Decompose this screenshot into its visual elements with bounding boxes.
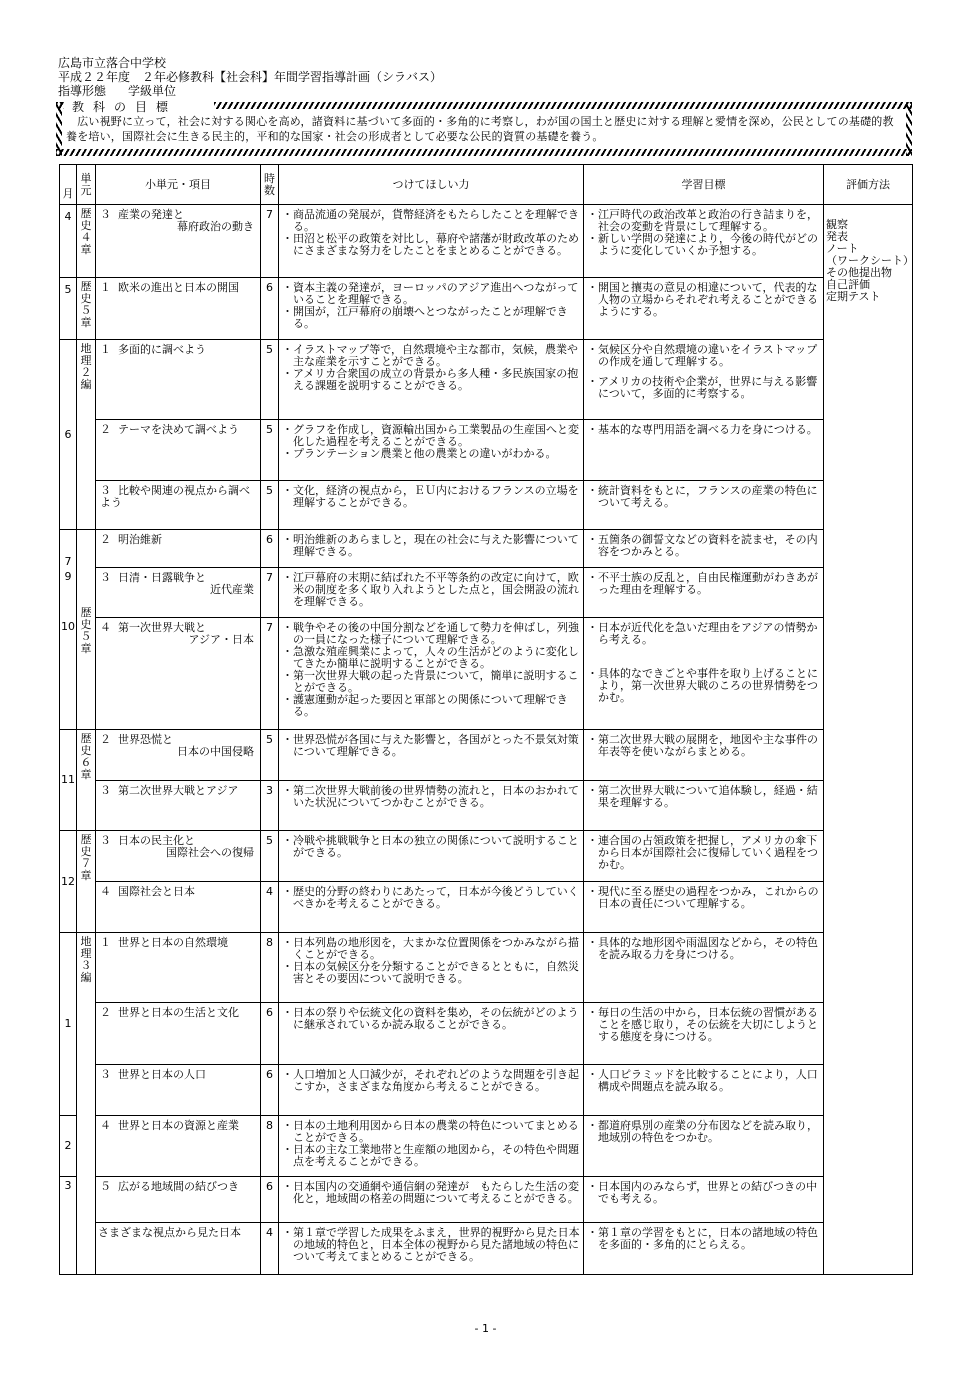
goals-cell: ・日本国内のみならず，世界との結びつきの中でも考える。 [584,1177,824,1223]
subunit-cell: ３ 世界と日本の人口 [96,1065,261,1116]
table-row [60,1223,913,1275]
table-row [60,831,913,882]
table-row [60,530,913,568]
subunit-cell: ３ 産業の発達と 幕府政治の動き [96,205,261,278]
skills-cell: ・明治維新のあらましと，現在の社会に与えた影響について理解できる。 [279,530,584,568]
skills-cell: ・日本の土地利用図から日本の農業の特色についてまとめることができる。 ・日本の主な工業地帯と生産額の地図から，その特色や問題点を考えることができる。 [279,1116,584,1177]
unit-cell: 歴史 ５章 [77,530,96,730]
month-cell: 7 [60,530,77,568]
subunit-cell: ２ 明治維新 [96,530,261,568]
table-row [60,1177,913,1223]
goals-cell: ・現代に至る歴史の過程をつかみ，これからの日本の責任について理解する。 [584,882,824,933]
unit-cell: 歴史７章 [77,831,96,933]
header-skills: つけてほしい力 [279,165,584,205]
hours-cell: 5 [261,420,279,481]
plan-title: 平成２２年度 ２年必修教科【社会科】年間学習指導計画（シラバス） [58,70,443,84]
subunit-cell: ２ 世界恐慌と 日本の中国侵略 [96,730,261,781]
unit-cell: 歴史４章 [77,205,96,278]
month-cell: 2 [60,1116,77,1177]
goals-cell: ・五箇条の御誓文などの資料を読ませ，その内容をつかみとる。 [584,530,824,568]
subunit-cell: ３ 第二次世界大戦とアジア [96,781,261,831]
hours-cell: 6 [261,278,279,340]
evaluation-cell: 観察 発表 ノート （ワークシート） その他提出物 自己評価 定期テスト [824,205,913,1275]
teaching-form-label: 指導形態 [58,84,107,98]
goals-cell: ・第二次世界大戦の展開を，地図や主な事件の年表等を使いながらまとめる。 [584,730,824,781]
skills-cell: ・日本列島の地形図を，大まかな位置関係をつかみながら描くことができる。 ・日本の気候区分を分類することができるとともに，自然災害とその要因について説明できる。 [279,933,584,1003]
goals-cell: ・連合国の占領政策を把握し，アメリカの傘下から日本が国際社会に復帰していく過程をつかむ。 [584,831,824,882]
skills-cell: ・日本の祭りや伝統文化の資料を集め，その伝統がどのように継承されているか読み取ることができる。 [279,1003,584,1065]
month-cell: 6 [60,340,77,530]
subunit-cell: ２ テーマを決めて調べよう [96,420,261,481]
goals-cell: ・毎日の生活の中から，日本伝統の習慣があることを感じ取り，その伝統を大切にしようとする態度を身につける。 [584,1003,824,1065]
unit-cell: 地理３編 [77,933,96,1275]
hours-cell: 5 [261,730,279,781]
month-cell: 4 [60,205,77,278]
skills-cell: ・グラフを作成し，資源輸出国から工業製品の生産国へと変化した過程を考えることができる。 ・プランテーション農業と他の農業との違いがわかる。 [279,420,584,481]
goals-cell: ・日本が近代化を急いだ理由をアジアの情勢から考える。 ・具体的なできごとや事件を取り上げることにより，第一次世界大戦のころの世界情勢をつかむ。 [584,618,824,730]
header-month: 月 [60,165,77,205]
skills-cell: ・商品流通の発展が，貨幣経済をもたらしたことを理解できる。 ・田沼と松平の政策を対比し，幕府や諸藩が財政改革のためにさまざまな努力をしたことをまとめることができる。 [279,205,584,278]
skills-cell: ・人口増加と人口減少が，それぞれどのような問題を引き起こすか，さまざまな角度から考えることができる。 [279,1065,584,1116]
teaching-form [58,84,176,98]
skills-cell: ・第二次世界大戦前後の世界情勢の流れと，日本のおかれていた状況についてつかむことができる。 [279,781,584,831]
hours-cell: 6 [261,1177,279,1223]
goals-cell: ・江戸時代の政治改革と政治の行き詰まりを，社会の変動を背景にして理解する。 ・新しい学問の発達により，今後の時代がどのように変化していくか予想する。 [584,205,824,278]
goals-cell: ・開国と攘夷の意見の相違について，代表的な人物の立場からそれぞれ考えることができるようにする。 [584,278,824,340]
month-cell: 5 [60,278,77,340]
header-goals: 学習目標 [584,165,824,205]
subject-goal-text: 広い視野に立って，社会に対する関心を高め，諸資料に基づいて多面的・多角的に考察し，わが国の国土と歴史に対する理解と愛情を深め，公民としての基礎的教養を培い，国際社会に生きる民主的，平和的な国家・社会の形成者として必要な公民的資質の基礎を養う。 [66,115,894,143]
skills-cell: ・江戸幕府の末期に結ばれた不平等条約の改定に向けて，欧米の制度を多く取り入れようとした点と，国会開設の流れを理解できる。 [279,568,584,618]
subunit-cell: １ 欧米の進出と日本の開国 [96,278,261,340]
header-hours: 時数 [261,165,279,205]
page-number: - 1 - [474,1322,497,1335]
hours-cell: 4 [261,882,279,933]
header-subunit: 小単元・項目 [96,165,261,205]
unit-cell: 歴史６章 [77,730,96,831]
goals-cell: ・第二次世界大戦について追体験し，経過・結果を理解する。 [584,781,824,831]
skills-cell: ・資本主義の発達が，ヨーロッパのアジア進出へつながっていることを理解できる。 ・開国が，江戸幕府の崩壊へとつながったことが理解できる。 [279,278,584,340]
table-header-row [60,165,913,205]
subunit-cell: さまざまな視点から見た日本 [96,1223,261,1275]
hours-cell: 4 [261,1223,279,1275]
hours-cell: 7 [261,205,279,278]
goals-cell: ・気候区分や自然環境の違いをイラストマップの作成を通して理解する。 ・アメリカの技術や企業が，世界に与える影響について，多面的に考察する。 [584,340,824,420]
table-row [60,1003,913,1065]
table-row [60,933,913,1003]
goals-cell: ・第１章の学習をもとに，日本の諸地域の特色を多面的・多角的にとらえる。 [584,1223,824,1275]
table-row [60,420,913,481]
hours-cell: 5 [261,340,279,420]
skills-cell: ・歴史的分野の終わりにあたって，日本が今後どうしていくべきかを考えることができる。 [279,882,584,933]
subject-goal-title: 教科の目標 [72,100,178,114]
skills-cell: ・イラストマップ等で，自然環境や主な都市，気候，農業や主な産業を示すことができる。 ・アメリカ合衆国の成立の背景から多人種・多民族国家の抱える課題を説明することができる。 [279,340,584,420]
hours-cell: 5 [261,831,279,882]
unit-cell: 歴史５章 [77,278,96,340]
goals-cell: ・都道府県別の産業の分布図などを読み取り，地域別の特色をつかむ。 [584,1116,824,1177]
table-row [60,481,913,530]
skills-cell: ・第１章で学習した成果をふまえ，世界的視野から見た日本の地域的特色と，日本全体の視野から見た諸地域の特色について考えてまとめることができる。 [279,1223,584,1275]
goals-cell: ・基本的な専門用語を調べる力を身につける。 [584,420,824,481]
school-name: 広島市立落合中学校 [58,56,167,70]
subunit-cell: ４ 世界と日本の資源と産業 [96,1116,261,1177]
table-row [60,278,913,340]
subunit-cell: ３ 日清・日露戦争と 近代産業 [96,568,261,618]
subunit-cell: ４ 第一次世界大戦と アジア・日本 [96,618,261,730]
goals-cell: ・統計資料をもとに，フランスの産業の特色について考える。 [584,481,824,530]
subunit-cell: １ 世界と日本の自然環境 [96,933,261,1003]
hours-cell: 6 [261,530,279,568]
subunit-cell: ５ 広がる地域間の結びつき [96,1177,261,1223]
hours-cell: 6 [261,1065,279,1116]
table-row [60,618,913,730]
skills-cell: ・世界恐慌が各国に与えた影響と，各国がとった不景気対策について理解できる。 [279,730,584,781]
header-unit: 単元 [77,165,96,205]
skills-cell: ・戦争やその後の中国分割などを通して勢力を伸ばし，列強の一員になった様子について理解できる。 ・急激な殖産興業によって，人々の生活がどのように変化してきたか簡単に説明することができる。 ・第一次世界大戦の起った背景について，簡単に説明することができる。 ・護憲運動が起った要因と軍部との関係について理解できる。 [279,618,584,730]
month-cell: 10 [60,618,77,730]
hours-cell: 8 [261,933,279,1003]
month-cell: 12 [60,831,77,933]
month-cell: 3 [60,1177,77,1275]
hours-cell: 6 [261,1003,279,1065]
subunit-cell: １ 多面的に調べよう [96,340,261,420]
teaching-form-value: 学級単位 [128,84,177,98]
goals-cell: ・具体的な地形図や雨温図などから，その特色を読み取る力を身につける。 [584,933,824,1003]
hours-cell: 5 [261,481,279,530]
unit-cell: 地理 ２編 [77,340,96,530]
table-row [60,781,913,831]
table-row [60,1116,913,1177]
month-cell: 11 [60,730,77,831]
month-cell: 1 [60,933,77,1116]
month-cell: 9 [60,568,77,618]
hours-cell: 7 [261,618,279,730]
subject-goal-box [56,98,912,158]
subunit-cell: ２ 世界と日本の生活と文化 [96,1003,261,1065]
table-row [60,205,913,278]
table-row [60,340,913,420]
hours-cell: 8 [261,1116,279,1177]
table-row [60,1065,913,1116]
skills-cell: ・日本国内の交通網や通信網の発達が もたらした生活の変化と，地域間の格差の問題について考えることができる。 [279,1177,584,1223]
skills-cell: ・文化，経済の視点から，ＥＵ内におけるフランスの立場を理解することができる。 [279,481,584,530]
goals-cell: ・人口ピラミッドを比較することにより，人口構成や問題点を読み取る。 [584,1065,824,1116]
subunit-cell: ４ 国際社会と日本 [96,882,261,933]
hours-cell: 7 [261,568,279,618]
table-row [60,568,913,618]
syllabus-table [59,164,913,1275]
goals-cell: ・不平士族の反乱と，自由民権運動がわきあがった理由を理解する。 [584,568,824,618]
hours-cell: 3 [261,781,279,831]
table-row [60,730,913,781]
table-row [60,882,913,933]
subunit-cell: ３ 日本の民主化と 国際社会への復帰 [96,831,261,882]
subunit-cell: ３ 比較や関連の視点から調べよう [96,481,261,530]
skills-cell: ・冷戦や挑戦戦争と日本の独立の関係について説明することができる。 [279,831,584,882]
header-evaluation: 評価方法 [824,165,913,205]
